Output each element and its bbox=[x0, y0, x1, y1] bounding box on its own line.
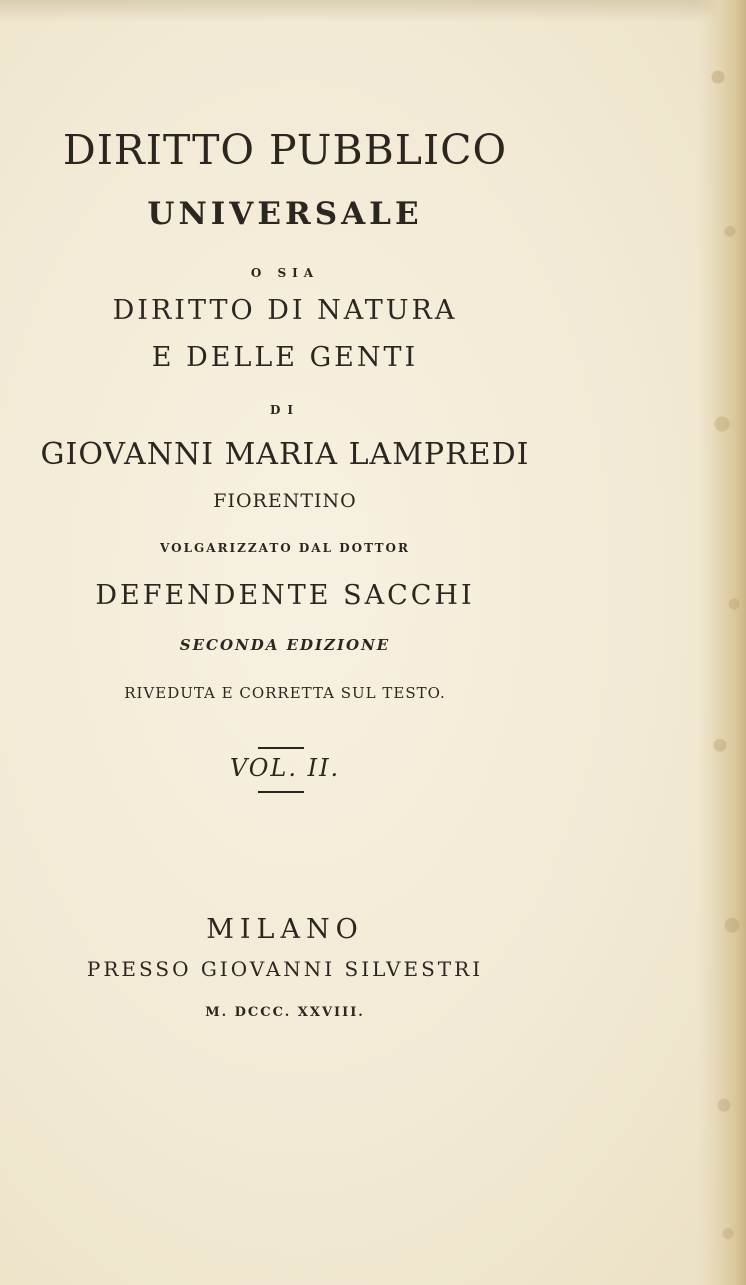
revision-note: RIVEDUTA E CORRETTA SUL TESTO. bbox=[124, 684, 446, 702]
imprint-year: M. DCCC. XXVIII. bbox=[205, 1005, 365, 1020]
volume-label: VOL. II. bbox=[229, 754, 341, 782]
subtitle-line-2: E DELLE GENTI bbox=[151, 342, 419, 373]
top-shadow bbox=[0, 0, 746, 22]
subtitle-line-1: DIRITTO DI NATURA bbox=[112, 295, 458, 326]
foxing-spots bbox=[706, 0, 746, 1285]
imprint-publisher: PRESSO GIOVANNI SILVESTRI bbox=[86, 957, 484, 981]
translation-note: VOLGARIZZATO DAL DOTTOR bbox=[160, 541, 410, 555]
author-name: GIOVANNI MARIA LAMPREDI bbox=[40, 437, 530, 472]
author-origin: FIORENTINO bbox=[213, 490, 357, 512]
edition-label: SECONDA EDIZIONE bbox=[179, 636, 391, 654]
title-line-1: DIRITTO PUBBLICO bbox=[62, 126, 508, 174]
translator-name: DEFENDENTE SACCHI bbox=[95, 580, 475, 611]
title-line-2: UNIVERSALE bbox=[147, 196, 423, 232]
volume-rule-bottom bbox=[258, 791, 304, 793]
imprint-city: MILANO bbox=[206, 914, 364, 945]
connector-di: DI bbox=[269, 403, 301, 417]
connector-osia: O SIA bbox=[250, 266, 320, 280]
volume-rule-top bbox=[258, 747, 304, 749]
